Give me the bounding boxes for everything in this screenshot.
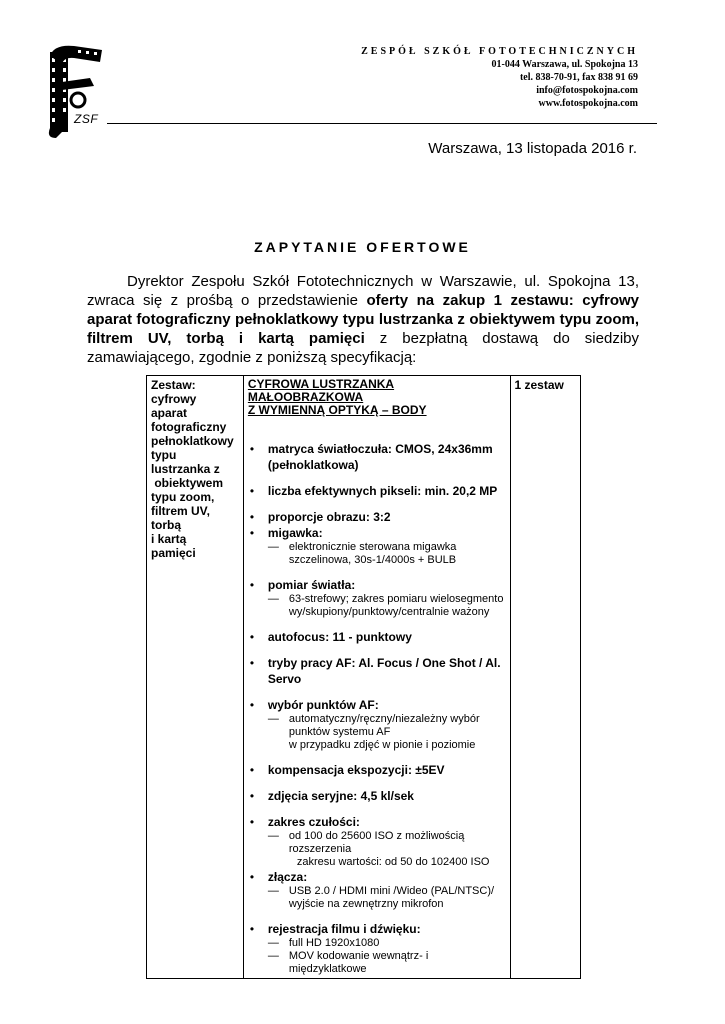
spec-sublist bbox=[268, 937, 506, 976]
school-address: 01-044 Warszawa, ul. Spokojna 13 bbox=[491, 59, 638, 70]
school-email: info@fotospokojna.com bbox=[536, 85, 638, 96]
intro-text-bold: oferty na zakup 1 zestawu: cyfrowy aparat fotograficzny pełnoklatkowy typu lustrzanka z obiektywem typu zoom, filtrem UV, torbą i kartą pamięci bbox=[87, 292, 639, 347]
specification-cell bbox=[243, 376, 510, 979]
spec-sublist bbox=[268, 830, 506, 869]
item-line: pamięci bbox=[151, 546, 196, 560]
bullet-icon: • bbox=[249, 442, 255, 456]
specification-table bbox=[146, 375, 581, 979]
spec-item bbox=[248, 525, 506, 567]
spec-heading-line: CYFROWA LUSTRZANKA bbox=[247, 377, 395, 391]
intro-text-1: Dyrektor Zespołu Szkół Fototechnicznych w Warszawie, ul. Spokojna 13, zwraca się z prośbą o przedstawienie bbox=[87, 273, 639, 309]
item-line: cyfrowy bbox=[151, 392, 197, 406]
spec-subtext: w przypadku zdjęć w pionie i poziomie bbox=[288, 739, 476, 751]
spec-item bbox=[248, 869, 506, 911]
spec-label: tryby pracy AF: Al. Focus / One Shot / Al. Servo bbox=[267, 656, 501, 686]
bullet-icon: • bbox=[249, 870, 255, 884]
spec-subtext: full HD 1920x1080 bbox=[288, 937, 380, 949]
table-row bbox=[147, 376, 581, 979]
item-line: fotograficzny bbox=[151, 420, 227, 434]
bullet-icon: • bbox=[249, 526, 255, 540]
spec-label: złącza: bbox=[267, 870, 308, 884]
bullet-icon: • bbox=[249, 484, 255, 498]
spec-label: matryca światłoczuła: CMOS, 24x36mm (pełnoklatkowa) bbox=[267, 442, 493, 472]
bullet-icon: • bbox=[249, 630, 255, 644]
spec-heading-line: Z WYMIENNĄ OPTYKĄ – BODY bbox=[247, 403, 427, 417]
spec-subtext: elektronicznie sterowana migawka szczelinowa, 30s-1/4000s + BULB bbox=[288, 541, 457, 566]
school-website: www.fotospokojna.com bbox=[538, 98, 638, 109]
spec-subtext: MOV kodowanie wewnątrz- i międzyklatkowe bbox=[288, 950, 429, 975]
dash-icon: — bbox=[267, 830, 279, 842]
spec-list bbox=[248, 441, 506, 976]
spec-subitem-continued bbox=[268, 739, 506, 752]
spec-item bbox=[248, 483, 506, 499]
document-date: Warszawa, 13 listopada 2016 r. bbox=[428, 140, 637, 157]
spec-item bbox=[248, 655, 506, 687]
spec-item bbox=[248, 441, 506, 473]
spec-label: migawka: bbox=[267, 526, 323, 540]
letterhead bbox=[361, 45, 638, 110]
spec-subitem bbox=[268, 541, 506, 567]
spec-subitem bbox=[268, 593, 506, 619]
school-phone: tel. 838-70-91, fax 838 91 69 bbox=[519, 72, 638, 83]
dash-icon: — bbox=[267, 950, 279, 962]
spec-label: pomiar światła: bbox=[267, 578, 356, 592]
bullet-icon: • bbox=[249, 698, 255, 712]
spec-label: wybór punktów AF: bbox=[267, 698, 379, 712]
bullet-icon: • bbox=[249, 789, 255, 803]
item-line: typu zoom, bbox=[151, 490, 215, 504]
dash-icon: — bbox=[267, 885, 279, 897]
spec-label: rejestracja filmu i dźwięku: bbox=[267, 922, 421, 936]
spec-subtext: USB 2.0 / HDMI mini /Wideo (PAL/NTSC)/ wyjście na zewnętrzny mikrofon bbox=[288, 885, 495, 910]
logo-text: ZSF bbox=[74, 112, 99, 126]
spec-heading bbox=[248, 378, 506, 417]
header-divider bbox=[107, 123, 657, 124]
dash-icon: — bbox=[267, 713, 279, 725]
spec-subitem-continued bbox=[268, 856, 506, 869]
spec-item bbox=[248, 762, 506, 778]
item-line: aparat bbox=[151, 406, 188, 420]
item-line: lustrzanka z bbox=[151, 462, 220, 476]
spec-item bbox=[248, 921, 506, 976]
item-line: pełnoklatkowy bbox=[151, 434, 234, 448]
spec-heading-line: MAŁOOBRAZKOWA bbox=[247, 390, 364, 404]
item-line: Zestaw: bbox=[151, 378, 196, 392]
item-line: i kartą bbox=[151, 532, 187, 546]
spec-subitem bbox=[268, 713, 506, 739]
bullet-icon: • bbox=[249, 763, 255, 777]
dash-icon: — bbox=[267, 541, 279, 553]
bullet-icon: • bbox=[249, 578, 255, 592]
document-title: ZAPYTANIE OFERTOWE bbox=[254, 239, 471, 255]
item-description-cell bbox=[147, 376, 244, 979]
bullet-icon: • bbox=[249, 656, 255, 670]
spec-subtext: automatyczny/ręczny/niezależny wybór punktów systemu AF bbox=[288, 713, 480, 738]
spec-subitem bbox=[268, 937, 506, 950]
spec-item bbox=[248, 697, 506, 752]
item-line: typu bbox=[151, 448, 177, 462]
intro-text-2: z bezpłatną dostawą do siedziby zamawiającego, zgodnie z poniższą specyfikacją: bbox=[87, 330, 639, 366]
spec-sublist bbox=[268, 885, 506, 911]
spec-subtext: 63-strefowy; zakres pomiaru wielosegmentowy/skupiony/punktowy/centralnie ważony bbox=[288, 593, 504, 618]
item-line: obiektywem bbox=[151, 476, 224, 490]
spec-item bbox=[248, 814, 506, 869]
spec-label: liczba efektywnych pikseli: min. 20,2 MP bbox=[267, 484, 498, 498]
item-line: torbą bbox=[151, 518, 181, 532]
spec-label: zdjęcia seryjne: 4,5 kl/sek bbox=[267, 789, 414, 803]
bullet-icon: • bbox=[249, 815, 255, 829]
spec-label: zakres czułości: bbox=[267, 815, 360, 829]
spec-sublist bbox=[268, 541, 506, 567]
spec-item bbox=[248, 788, 506, 804]
spec-subitem bbox=[268, 885, 506, 911]
bullet-icon: • bbox=[249, 922, 255, 936]
dash-icon: — bbox=[267, 593, 279, 605]
dash-icon: — bbox=[267, 937, 279, 949]
item-line: filtrem UV, bbox=[151, 504, 210, 518]
spec-label: kompensacja ekspozycji: ±5EV bbox=[267, 763, 445, 777]
spec-label: proporcje obrazu: 3:2 bbox=[267, 510, 391, 524]
spec-subitem bbox=[268, 950, 506, 976]
intro-paragraph bbox=[87, 272, 639, 367]
spec-item bbox=[248, 577, 506, 619]
spec-item bbox=[248, 629, 506, 645]
spec-sublist bbox=[268, 713, 506, 752]
quantity-cell: 1 zestaw bbox=[510, 376, 581, 979]
spec-item bbox=[248, 509, 506, 525]
spec-sublist bbox=[268, 593, 506, 619]
bullet-icon: • bbox=[249, 510, 255, 524]
school-name: ZESPÓŁ SZKÓŁ FOTOTECHNICZNYCH bbox=[361, 46, 638, 57]
spec-subtext: od 100 do 25600 ISO z możliwością rozszerzenia bbox=[288, 830, 465, 855]
spec-subtext: zakresu wartości: od 50 do 102400 ISO bbox=[296, 856, 490, 868]
spec-label: autofocus: 11 - punktowy bbox=[267, 630, 412, 644]
spec-subitem bbox=[268, 830, 506, 856]
